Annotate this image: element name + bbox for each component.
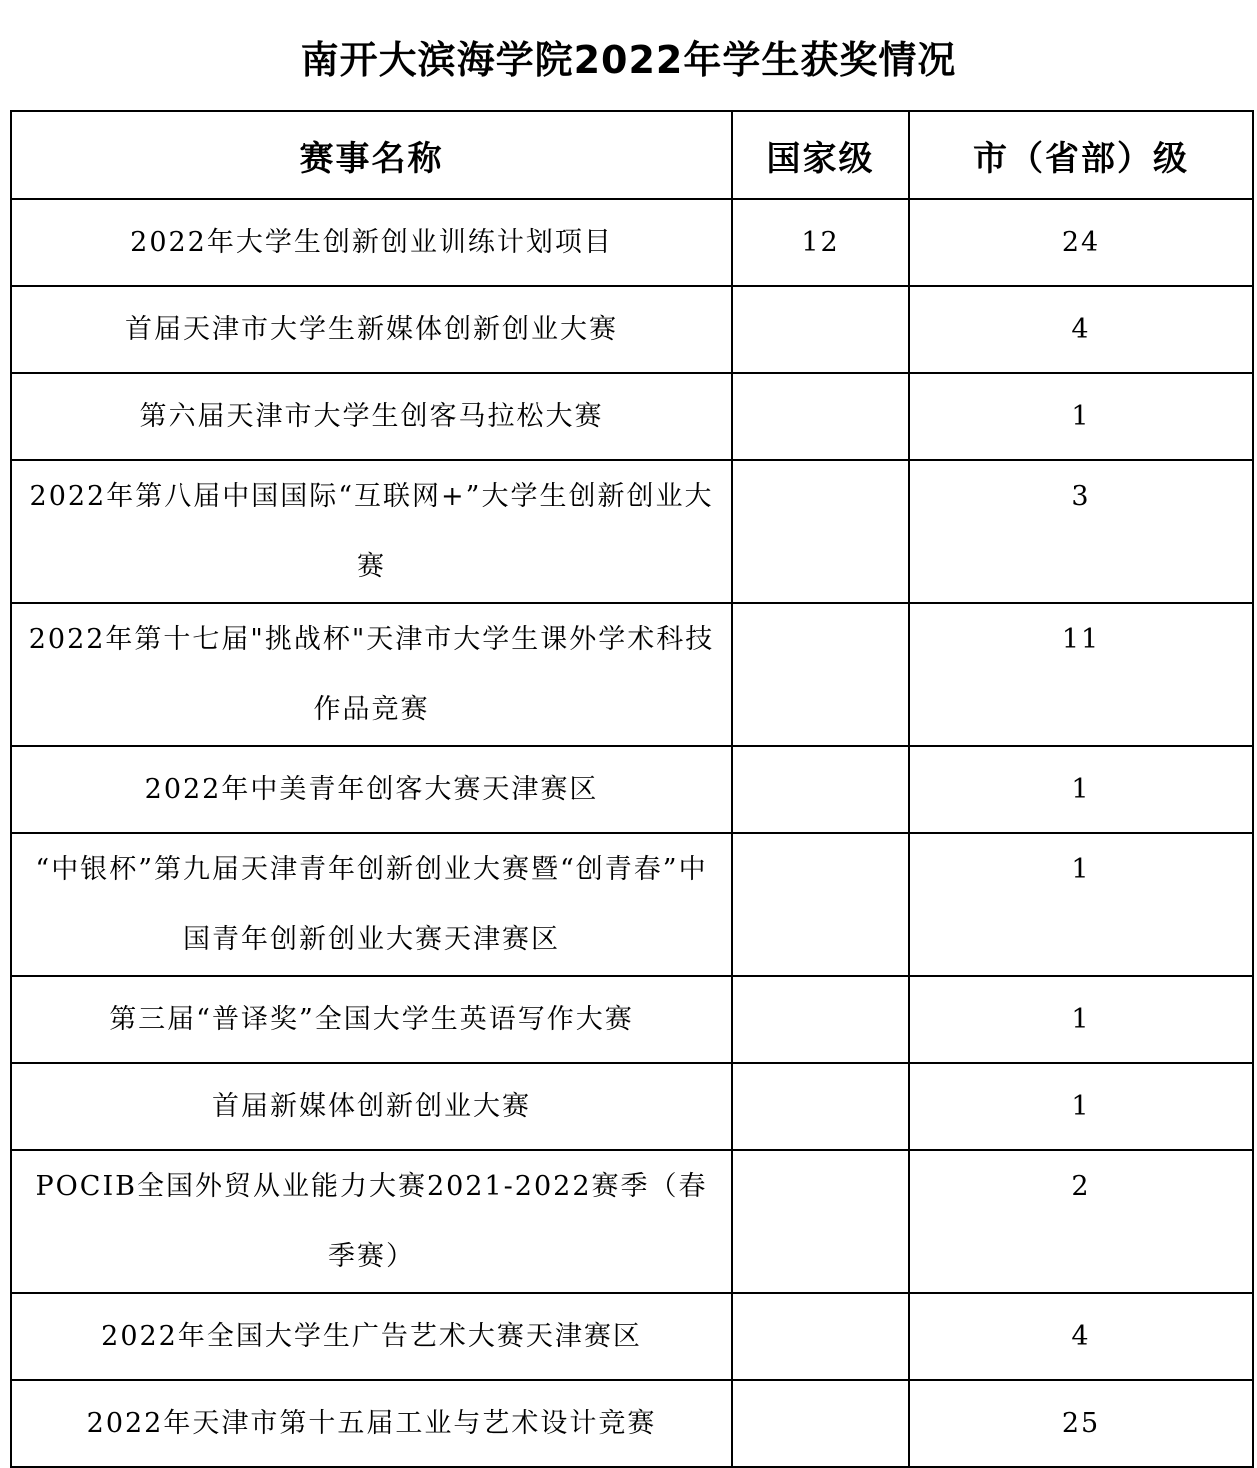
competition-name: 2022年中美青年创客大赛天津赛区 (11, 746, 732, 833)
city-count: 2 (909, 1150, 1253, 1293)
city-count: 1 (909, 1063, 1253, 1150)
table-row (11, 460, 1253, 603)
national-count (732, 373, 909, 460)
national-count (732, 1150, 909, 1293)
city-count: 24 (909, 199, 1253, 286)
table-row (11, 976, 1253, 1063)
table-row (11, 199, 1253, 286)
competition-name: POCIB全国外贸从业能力大赛2021-2022赛季（春季赛） (11, 1150, 732, 1293)
national-count: 12 (732, 199, 909, 286)
table-row (11, 833, 1253, 976)
header-city-level: 市（省部）级 (909, 111, 1253, 199)
competition-name: 第六届天津市大学生创客马拉松大赛 (11, 373, 732, 460)
city-count: 25 (909, 1380, 1253, 1467)
national-count (732, 603, 909, 746)
table-row (11, 603, 1253, 746)
page-title: 南开大滨海学院2022年学生获奖情况 (300, 38, 957, 82)
national-count (732, 1380, 909, 1467)
competition-name: 2022年大学生创新创业训练计划项目 (11, 199, 732, 286)
table-row (11, 746, 1253, 833)
table-row (11, 373, 1253, 460)
city-count: 1 (909, 833, 1253, 976)
national-count (732, 460, 909, 603)
city-count: 1 (909, 373, 1253, 460)
national-count (732, 976, 909, 1063)
competition-name: 第三届“普译奖”全国大学生英语写作大赛 (11, 976, 732, 1063)
city-count: 4 (909, 286, 1253, 373)
awards-table (10, 110, 1254, 1468)
table-header-row (11, 111, 1253, 199)
table-row (11, 1150, 1253, 1293)
city-count: 1 (909, 976, 1253, 1063)
table-row (11, 1293, 1253, 1380)
competition-name: 首届新媒体创新创业大赛 (11, 1063, 732, 1150)
national-count (732, 286, 909, 373)
national-count (732, 833, 909, 976)
city-count: 1 (909, 746, 1253, 833)
city-count: 11 (909, 603, 1253, 746)
city-count: 3 (909, 460, 1253, 603)
table-row (11, 1380, 1253, 1467)
national-count (732, 1293, 909, 1380)
header-competition-name: 赛事名称 (11, 111, 732, 199)
competition-name: 首届天津市大学生新媒体创新创业大赛 (11, 286, 732, 373)
competition-name: 2022年全国大学生广告艺术大赛天津赛区 (11, 1293, 732, 1380)
national-count (732, 1063, 909, 1150)
competition-name: 2022年第十七届"挑战杯"天津市大学生课外学术科技作品竞赛 (11, 603, 732, 746)
competition-name: “中银杯”第九届天津青年创新创业大赛暨“创青春”中国青年创新创业大赛天津赛区 (11, 833, 732, 976)
competition-name: 2022年第八届中国国际“互联网+”大学生创新创业大赛 (11, 460, 732, 603)
competition-name: 2022年天津市第十五届工业与艺术设计竞赛 (11, 1380, 732, 1467)
table-row (11, 286, 1253, 373)
header-national-level: 国家级 (732, 111, 909, 199)
national-count (732, 746, 909, 833)
city-count: 4 (909, 1293, 1253, 1380)
table-row (11, 1063, 1253, 1150)
